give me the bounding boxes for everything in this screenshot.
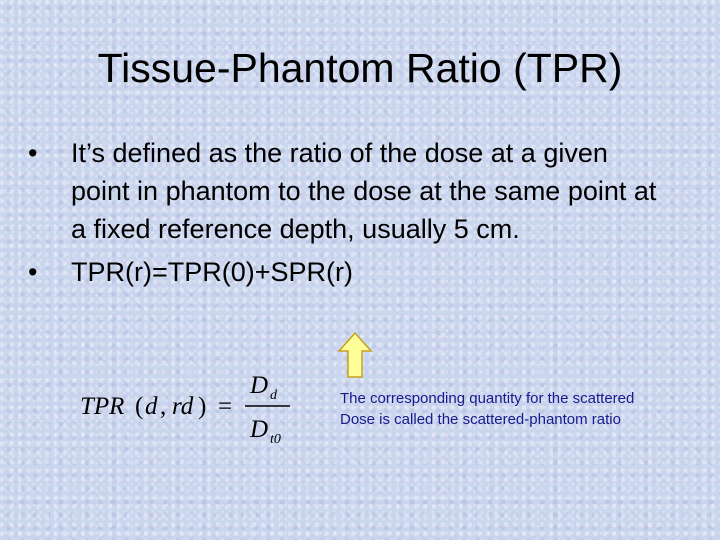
- formula-numerator: D: [250, 372, 269, 399]
- formula-lhs-arg2: rd: [172, 393, 194, 420]
- slide-title: Tissue-Phantom Ratio (TPR): [97, 45, 623, 91]
- formula-numerator-sub: d: [270, 388, 277, 403]
- bullet-item: [28, 253, 668, 291]
- formula-lhs-name: TPR: [80, 393, 125, 420]
- tpr-formula: [80, 368, 310, 450]
- up-arrow-icon: [336, 331, 374, 379]
- caption-line-2: Dose is called the scattered-phantom ratio: [340, 411, 621, 428]
- bullet-list: [28, 134, 668, 296]
- bullet-icon: •: [28, 138, 38, 168]
- formula-lhs-close: ): [198, 393, 207, 420]
- bullet-text: It’s defined as the ratio of the dose at a given point in phantom to the dose at the same point at a fixed reference depth, usually 5 cm.: [71, 138, 657, 244]
- formula-lhs-sep: ,: [160, 393, 167, 420]
- annotation-caption: [340, 388, 710, 430]
- bullet-item: [28, 134, 668, 248]
- formula-denominator-sub: t0: [270, 432, 281, 447]
- formula-equals: =: [218, 393, 233, 420]
- caption-line-1: The corresponding quantity for the scattered: [340, 390, 635, 407]
- formula-lhs-arg1: d: [145, 393, 158, 420]
- formula-lhs-open: (: [135, 393, 144, 420]
- bullet-icon: •: [28, 257, 38, 287]
- bullet-text: TPR(r)=TPR(0)+SPR(r): [71, 257, 353, 287]
- formula-denominator: D: [250, 416, 269, 443]
